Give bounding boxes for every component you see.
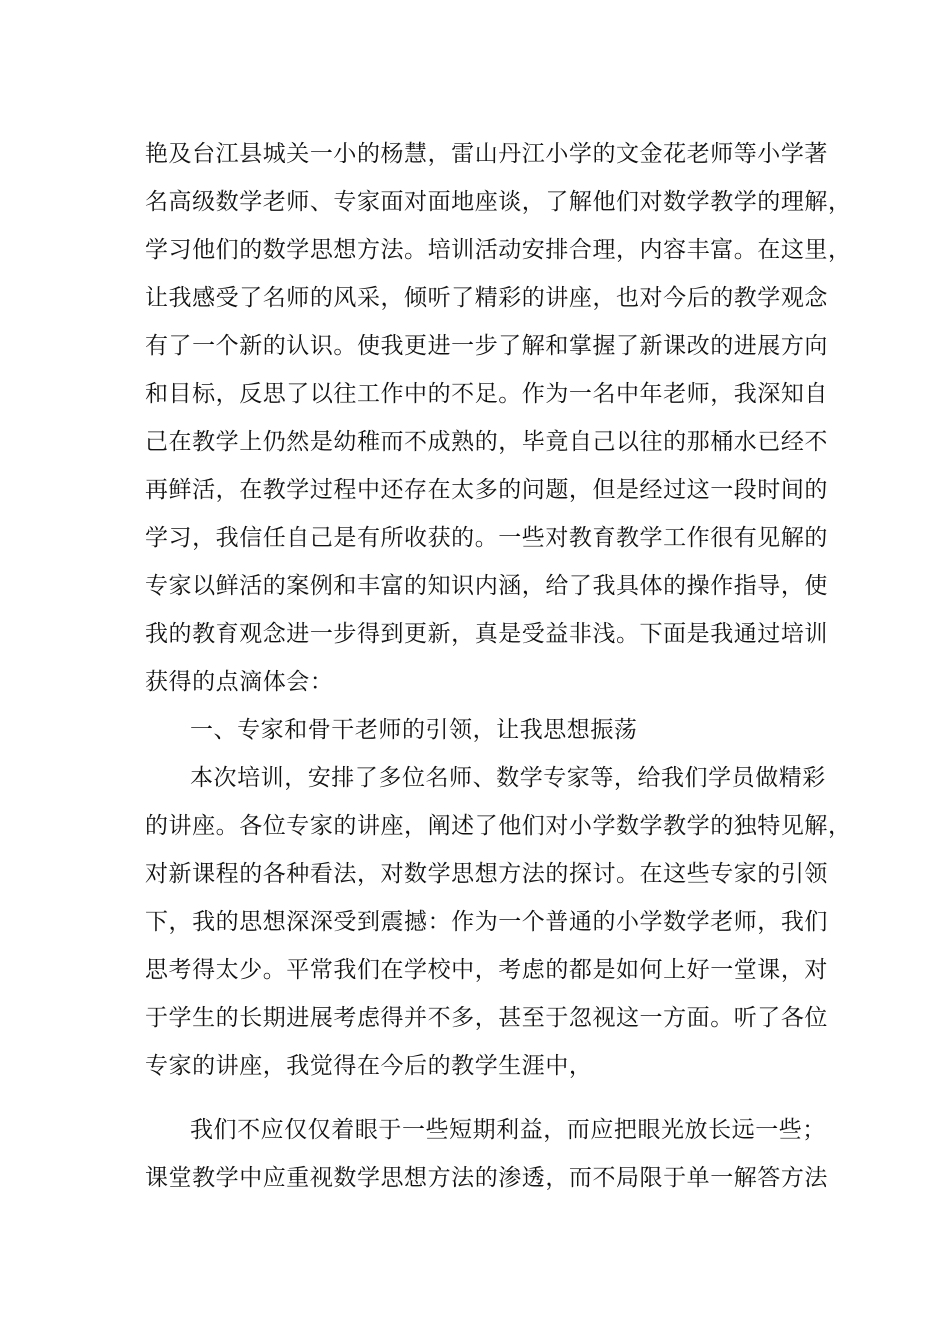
body-line: 再鲜活，在教学过程中还存在太多的问题，但是经过这一段时间的 (145, 477, 828, 503)
body-line: 学习，我信任自己是有所收获的。一些对教育教学工作很有见解的 (145, 525, 828, 551)
body-line: 我的教育观念进一步得到更新，真是受益非浅。下面是我通过培训 (145, 621, 828, 647)
body-line: 己在教学上仍然是幼稚而不成熟的，毕竟自己以往的那桶水已经不 (145, 429, 828, 455)
body-line: 学习他们的数学思想方法。培训活动安排合理，内容丰富。在这里， (145, 237, 852, 263)
body-line: 艳及台江县城关一小的杨慧，雷山丹江小学的文金花老师等小学著 (145, 141, 828, 167)
body-line: 对新课程的各种看法，对数学思想方法的探讨。在这些专家的引领 (145, 861, 828, 887)
body-line: 我们不应仅仅着眼于一些短期利益，而应把眼光放长远一些； (190, 1117, 826, 1143)
body-line: 有了一个新的认识。使我更进一步了解和掌握了新课改的进展方向 (145, 333, 828, 359)
body-line: 本次培训，安排了多位名师、数学专家等，给我们学员做精彩 (190, 765, 826, 791)
body-line: 于学生的长期进展考虑得并不多，甚至于忽视这一方面。听了各位 (145, 1005, 828, 1031)
body-line: 让我感受了名师的风采，倾听了精彩的讲座，也对今后的教学观念 (145, 285, 828, 311)
body-line: 获得的点滴体会： (145, 669, 334, 695)
body-line: 名高级数学老师、专家面对面地座谈，了解他们对数学教学的理解， (145, 189, 852, 215)
section-heading: 一、专家和骨干老师的引领，让我思想振荡 (190, 717, 638, 743)
body-line: 和目标，反思了以往工作中的不足。作为一名中年老师，我深知自 (145, 381, 828, 407)
body-line: 课堂教学中应重视数学思想方法的渗透，而不局限于单一解答方法 (145, 1165, 828, 1191)
body-line: 专家以鲜活的案例和丰富的知识内涵，给了我具体的操作指导，使 (145, 573, 828, 599)
body-line: 的讲座。各位专家的讲座，阐述了他们对小学数学教学的独特见解， (145, 813, 852, 839)
body-line: 思考得太少。平常我们在学校中，考虑的都是如何上好一堂课，对 (145, 957, 828, 983)
body-line: 专家的讲座，我觉得在今后的教学生涯中， (145, 1053, 593, 1079)
body-line: 下，我的思想深深受到震撼：作为一个普通的小学数学老师，我们 (145, 909, 828, 935)
